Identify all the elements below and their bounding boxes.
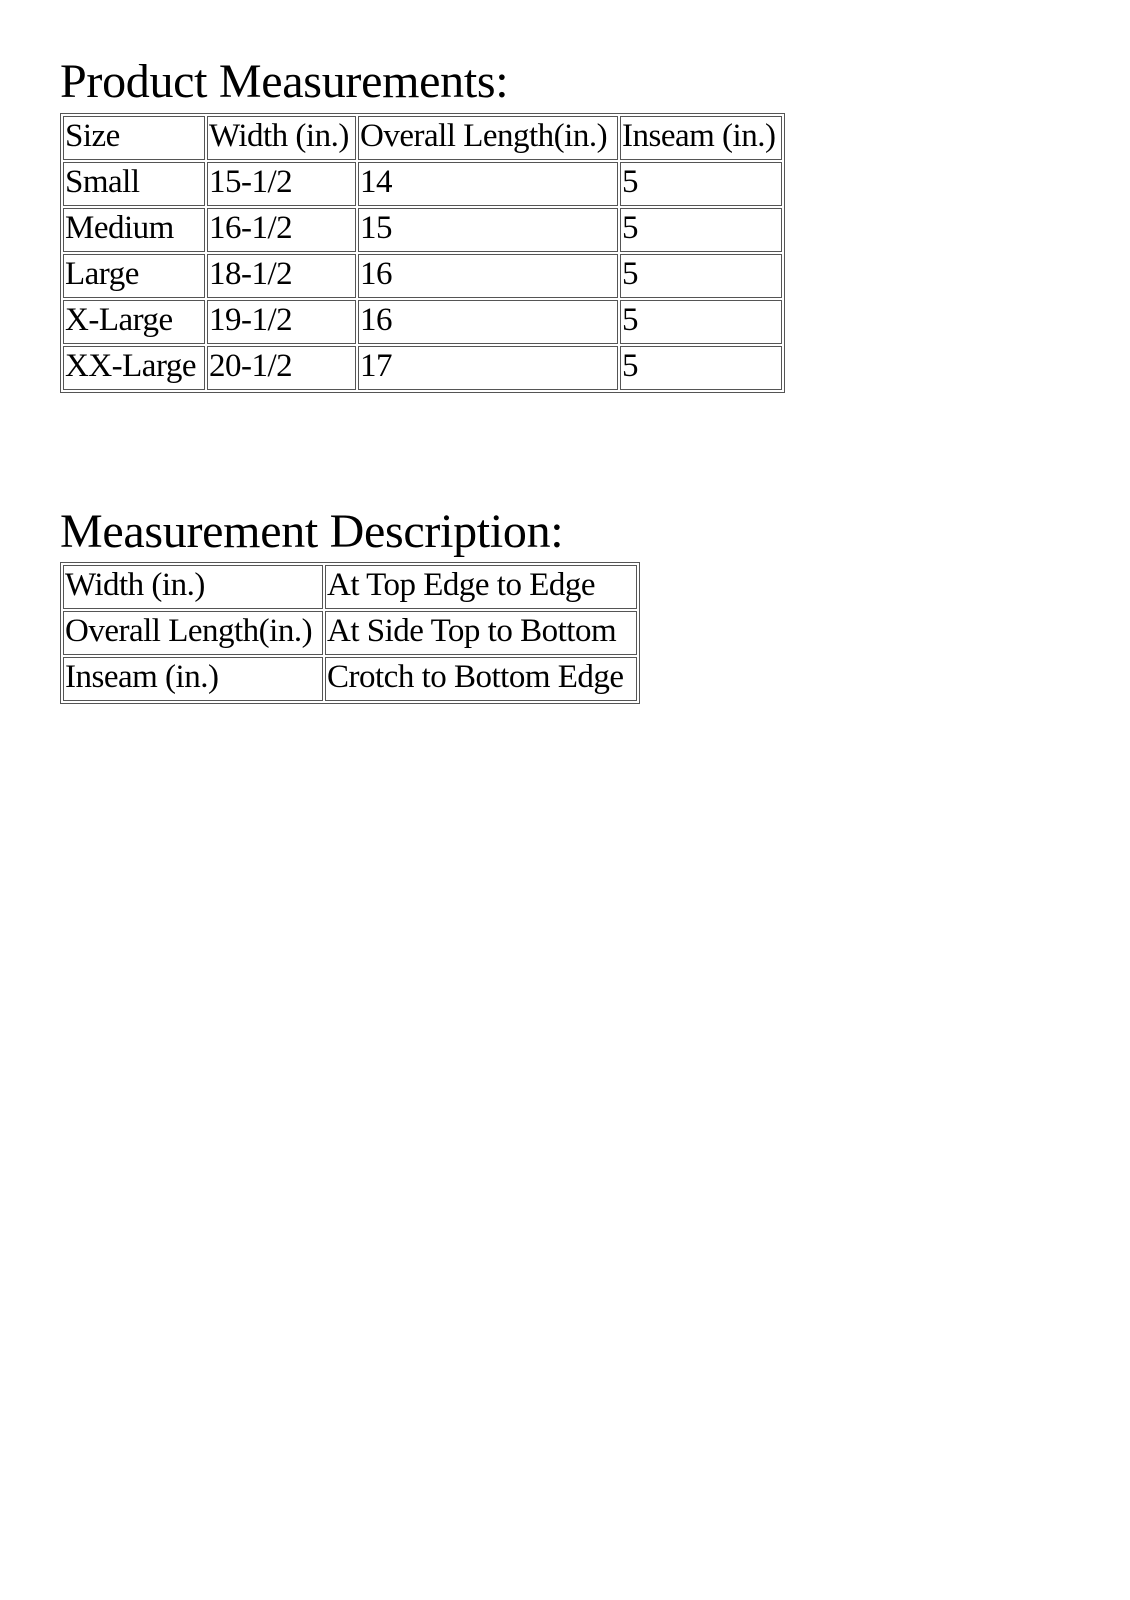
measurement-name-cell: Width (in.) (63, 565, 323, 609)
overall-length-cell: 14 (358, 162, 618, 206)
overall-length-cell: 16 (358, 254, 618, 298)
table-row (63, 254, 782, 298)
measurement-name-cell: Overall Length(in.) (63, 611, 323, 655)
inseam-cell: 5 (620, 300, 782, 344)
table-row (63, 657, 637, 701)
inseam-cell: 5 (620, 208, 782, 252)
table-row (63, 346, 782, 390)
inseam-cell: 5 (620, 162, 782, 206)
measurement-description-table (60, 562, 640, 704)
product-measurements-title: Product Measurements: (60, 55, 509, 108)
width-cell: 19-1/2 (207, 300, 356, 344)
header-size: Size (63, 116, 205, 160)
product-measurements-table (60, 113, 785, 393)
size-cell: XX-Large (63, 346, 205, 390)
measurement-description-title: Measurement Description: (60, 505, 564, 558)
table-row (63, 300, 782, 344)
measurement-how-cell: At Side Top to Bottom (325, 611, 637, 655)
inseam-cell: 5 (620, 254, 782, 298)
table-row (63, 611, 637, 655)
width-cell: 20-1/2 (207, 346, 356, 390)
size-cell: Large (63, 254, 205, 298)
measurement-how-cell: Crotch to Bottom Edge (325, 657, 637, 701)
width-cell: 16-1/2 (207, 208, 356, 252)
size-cell: Medium (63, 208, 205, 252)
overall-length-cell: 15 (358, 208, 618, 252)
table-row (63, 162, 782, 206)
width-cell: 15-1/2 (207, 162, 356, 206)
size-cell: X-Large (63, 300, 205, 344)
table-row (63, 208, 782, 252)
width-cell: 18-1/2 (207, 254, 356, 298)
measurement-how-cell: At Top Edge to Edge (325, 565, 637, 609)
table-header-row (63, 116, 782, 160)
measurement-name-cell: Inseam (in.) (63, 657, 323, 701)
inseam-cell: 5 (620, 346, 782, 390)
overall-length-cell: 16 (358, 300, 618, 344)
overall-length-cell: 17 (358, 346, 618, 390)
header-width: Width (in.) (207, 116, 356, 160)
table-row (63, 565, 637, 609)
header-overall-length: Overall Length(in.) (358, 116, 618, 160)
header-inseam: Inseam (in.) (620, 116, 782, 160)
size-cell: Small (63, 162, 205, 206)
